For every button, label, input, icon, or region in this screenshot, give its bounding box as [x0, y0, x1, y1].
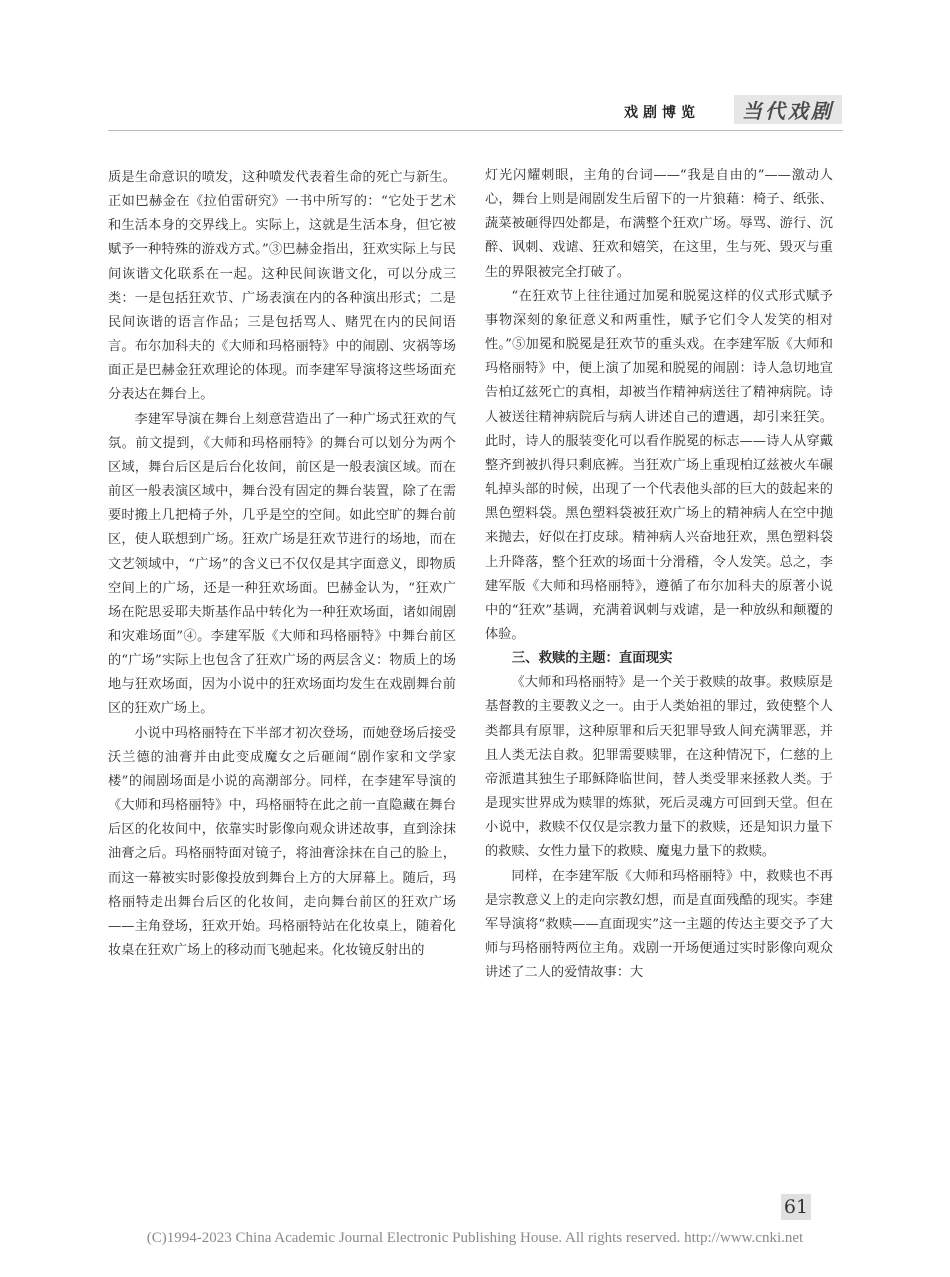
paragraph: 小说中玛格丽特在下半部才初次登场，而她登场后接受沃兰德的油膏并由此变成魔女之后砸闹“剧作家和文学家楼”的闹剧场面是小说的高潮部分。同样，在李建军导演的《大师和玛格丽特》中，玛格丽特在此之前一直隐藏在舞台后区的化妆间中，依靠实时影像向观众讲述故事，直到涂抹油膏之后。玛格丽特面对镜子，将油膏涂抹在自己的脸上，而这一幕被实时影像投放到舞台上方的大屏幕上。随后，玛格丽特走出舞台后区的化妆间，走向舞台前区的狂欢广场——主角登场，狂欢开始。玛格丽特站在化妆桌上，随着化妆桌在狂欢广场上的移动而飞驰起来。化妆镜反射出的	[108, 725, 456, 958]
paragraph: 灯光闪耀刺眼，主角的台词——“我是自由的”——激动人心，舞台上则是闹剧发生后留下的一片狼藉：椅子、纸张、蔬菜被砸得四处都是，布满整个狂欢广场。辱骂、游行、沉醉、讽刺、戏谑、狂欢和嬉笑，在这里，生与死、毁灭与重生的界限被完全打破了。	[485, 168, 833, 280]
journal-section-title: 戏剧博览	[624, 105, 700, 121]
left-column	[108, 166, 456, 963]
page-number: 61	[781, 1194, 811, 1220]
right-column	[485, 164, 833, 985]
header-divider	[108, 130, 843, 131]
copyright-footer: (C)1994-2023 China Academic Journal Electronic Publishing House. All rights reserved. http://www.cnki.net	[146, 1230, 804, 1246]
section-heading: 三、救赎的主题：直面现实	[511, 651, 673, 667]
paragraph: 《大师和玛格丽特》是一个关于救赎的故事。救赎原是基督教的主要教义之一。由于人类始祖的罪过，致使整个人类都具有原罪，这种原罪和后天犯罪导致人间充满罪恶，并且人类无法自救。犯罪需要赎罪，在这种情况下，仁慈的上帝派遣其独生子耶稣降临世间，替人类受罪来拯救人类。于是现实世界成为赎罪的炼狱，死后灵魂方可回到天堂。但在小说中，救赎不仅仅是宗教力量下的救赎，还是知识力量下的救赎、女性力量下的救赎、魔鬼力量下的救赎。	[485, 675, 833, 860]
paragraph: 同样，在李建军版《大师和玛格丽特》中，救赎也不再是宗教意义上的走向宗教幻想，而是直面残酷的现实。李建军导演将“救赎——直面现实”这一主题的传达主要交予了大师与玛格丽特两位主角。戏剧一开场便通过实时影像向观众讲述了二人的爱情故事：大	[485, 868, 833, 981]
paragraph: 质是生命意识的喷发，这种喷发代表着生命的死亡与新生。正如巴赫金在《拉伯雷研究》一书中所写的：“它处于艺术和生活本身的交界线上。实际上，这就是生活本身，但它被赋予一种特殊的游戏方式。”③巴赫金指出，狂欢实际上与民间诙谐文化联系在一起。这种民间诙谐文化，可以分成三类：一是包括狂欢节、广场表演在内的各种演出形式；二是民间诙谐的语言作品；三是包括骂人、赌咒在内的民间语言。布尔加科夫的《大师和玛格丽特》中的闹剧、灾祸等场面正是巴赫金狂欢理论的体现。而李建军导演将这些场面充分表达在舞台上。	[108, 170, 456, 403]
journal-logo: 当代戏剧	[734, 95, 842, 124]
paragraph: 李建军导演在舞台上刻意营造出了一种广场式狂欢的气氛。前文提到，《大师和玛格丽特》的舞台可以划分为两个区域，舞台后区是后台化妆间，前区是一般表演区域。而在前区一般表演区域中，舞台没有固定的舞台装置，除了在需要时搬上几把椅子外，几乎是空的空间。如此空旷的舞台前区，使人联想到广场。狂欢广场是狂欢节进行的场地，而在文艺领域中，“广场”的含义已不仅仅是其字面意义，即物质空间上的广场，还是一种狂欢场面。巴赫金认为，“狂欢广场在陀思妥耶夫斯基作品中转化为一种狂欢场面，诸如闹剧和灾难场面”④。李建军版《大师和玛格丽特》中舞台前区的“广场”实际上也包含了狂欢广场的两层含义：物质上的场地与狂欢场面，因为小说中的狂欢场面均发生在戏剧舞台前区的狂欢广场上。	[108, 411, 456, 717]
paragraph: “在狂欢节上往往通过加冕和脱冕这样的仪式形式赋予事物深刻的象征意义和两重性，赋予它们令人发笑的相对性。”⑤加冕和脱冕是狂欢节的重头戏。在李建军版《大师和玛格丽特》中，便上演了加冕和脱冕的闹剧：诗人急切地宣告柏辽兹死亡的真相，却被当作精神病送往了精神病院。诗人被送往精神病院后与病人讲述自己的遭遇，却引来狂笑。此时，诗人的服装变化可以看作脱冕的标志——诗人从穿戴整齐到被扒得只剩底裤。当狂欢广场上重现柏辽兹被火车碾轧掉头部的时候，出现了一个代表他头部的巨大的鼓起来的黑色塑料袋。黑色塑料袋被狂欢广场上的精神病人在空中抛来抛去，好似在打皮球。精神病人兴奋地狂欢，黑色塑料袋上升降落，整个狂欢的场面十分滑稽，令人发笑。总之，李建军版《大师和玛格丽特》，遵循了布尔加科夫的原著小说中的“狂欢”基调，充满着讽刺与戏谑，是一种放纵和颠覆的体验。	[485, 288, 833, 642]
